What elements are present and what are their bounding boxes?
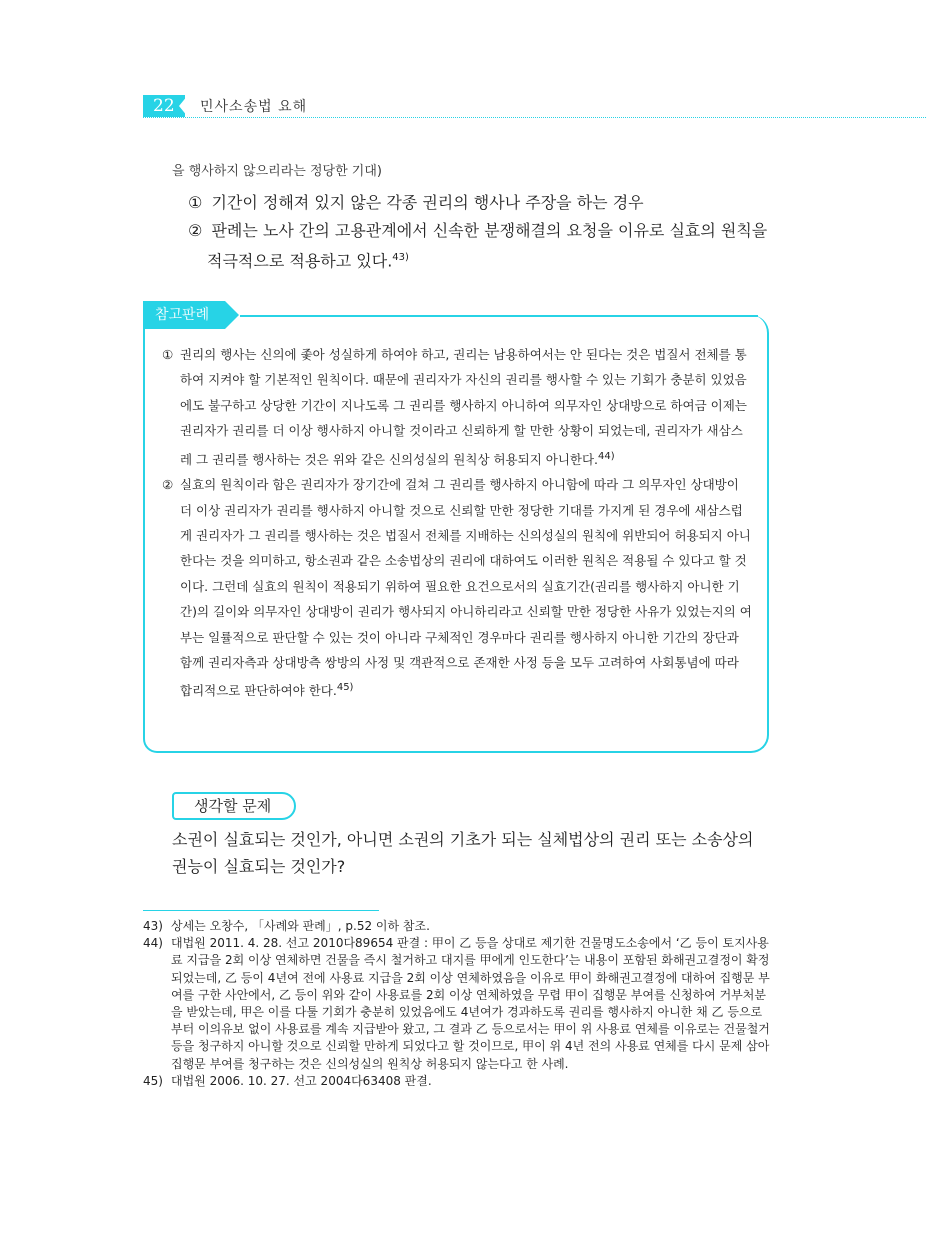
footnote-45 [143,1073,773,1090]
list-item-2-cont [207,245,409,274]
think-question: 소권이 실효되는 것인가, 아니면 소권의 기초가 되는 실체법상의 권리 또는 소송상의 권능이 실효되는 것인가? [172,830,754,876]
item-marker: ② [188,221,203,240]
reference-entry-2 [162,472,752,704]
footnotes [143,918,773,1090]
footnote-text: 대법원 2011. 4. 28. 선고 2010다89654 판결 : 甲이 乙 등을 상대로 제기한 건물명도소송에서 ‘乙 등이 토지사용료 지급을 2회 이상 연체하면 건물을 즉시 철거하고 대지를 甲에게 인도한다’는 내용이 포함된 화해권고결정이 확정되었는데, 乙 등이 4년여 전에 사용료 지급을 2회 이상 연체하였음을 이유로 甲이 화해권고결정에 대하여 집행문 부여를 구한 사안에서, 乙 등이 위와 같이 사용료를 2회 이상 연체하였을 무렵 甲이 집행문 부여를 신청하여 거부처분을 받았는데, 甲은 이를 다툴 기회가 충분히 있었음에도 4년여가 경과하도록 권리를 행사하지 아니한 채 乙 등으로부터 이의유보 없이 사용료를 계속 지급받아 왔고, 그 결과 乙 등으로서는 甲이 위 사용료 연체를 이유로는 건물철거 등을 청구하지 아니할 것으로 신뢰할 만하게 되었다고 할 것이므로, 甲이 위 4년 전의 사용료 연체를 다시 문제 삼아 집행문 부여를 청구하는 것은 신의성실의 원칙상 허용되지 않는다고 한 사례. [171,936,770,1071]
reference-label: 참고판례 [143,301,225,329]
footnote-ref: 45) [336,682,354,694]
item-text-cont: 적극적으로 적용하고 있다. [207,251,393,271]
entry-text: 실효의 원칙이라 함은 권리자가 장기간에 걸쳐 그 권리를 행사하지 아니함에 따라 그 의무자인 상대방이 더 이상 권리자가 권리를 행사하지 아니할 것으로 신뢰할 만한 정당한 기대를 가지게 된 경우에 새삼스럽게 권리자가 그 권리를 행사하는 것은 법질서 전체를 지배하는 신의성실의 원칙에 위반되어 허용되지 아니한다는 것을 의미하고, 항소권과 같은 소송법상의 권리에 대하여도 이러한 원칙은 적용될 수 있다고 할 것이다. 그런데 실효의 원칙이 적용되기 위하여 필요한 요건으로서의 실효기간(권리를 행사하지 아니한 기간)의 길이와 의무자인 상대방이 권리가 행사되지 아니하리라고 신뢰할 만한 정당한 사유가 있었는지의 여부는 일률적으로 판단할 수 있는 것이 아니라 구체적인 경우마다 권리를 행사하지 아니한 기간의 장단과 함께 권리자측과 상대방측 쌍방의 사정 및 객관적으로 존재한 사정 등을 모두 고려하여 사회통념에 따라 합리적으로 판단하여야 한다. [180,477,752,699]
footnote-text: 상세는 오창수, 「사례와 판례」, p.52 이하 참조. [171,919,430,933]
item-text: 판례는 노사 간의 고용관계에서 신속한 분쟁해결의 요청을 이유로 실효의 원칙을 [211,221,768,240]
item-marker: ① [188,193,203,212]
footnote-ref: 43) [392,252,409,263]
entry-marker: ① [162,347,174,362]
reference-label-arrow [225,301,239,329]
footnote-number: 44) [143,936,163,951]
reference-box-top-line [240,315,758,317]
item-text: 기간이 정해져 있지 않은 각종 권리의 행사나 주장을 하는 경우 [211,193,644,212]
book-title: 민사소송법 요해 [200,99,308,115]
reference-content [162,342,752,704]
footnote-number: 43) [143,919,163,933]
footnote-text: 대법원 2006. 10. 27. 선고 2004다63408 판결. [171,1073,432,1088]
footnote-number: 45) [143,1073,163,1088]
list-item-1 [188,190,644,216]
footnote-44 [143,935,773,1073]
list-item-2 [188,218,778,244]
entry-marker: ② [162,477,174,493]
footnote-divider [143,910,379,911]
intro-fragment: 을 행사하지 않으리라는 정당한 기대) [172,164,382,179]
entry-text: 권리의 행사는 신의에 좇아 성실하게 하여야 하고, 권리는 남용하여서는 안 된다는 것은 법질서 전체를 통하여 지켜야 할 기본적인 원칙이다. 때문에 권리자가 자신의 권리를 행사할 수 있는 기회가 충분히 있었음에도 불구하고 상당한 기간이 지나도록 그 권리를 행사하지 아니하여 의무자인 상대방으로 하여금 이제는 권리자가 권리를 더 이상 행사하지 아니할 것이라고 신뢰하게 할 만한 상황이 되었는데, 권리자가 새삼스레 그 권리를 행사하는 것은 위와 같은 신의성실의 원칙상 허용되지 아니한다. [180,347,747,467]
header-divider [143,117,926,118]
reference-entry-1 [162,342,752,472]
footnote-ref: 44) [598,450,615,462]
think-label: 생각할 문제 [172,792,296,820]
footnote-43 [143,918,773,935]
page-number: 22 [143,95,185,117]
header-notch [179,95,188,117]
